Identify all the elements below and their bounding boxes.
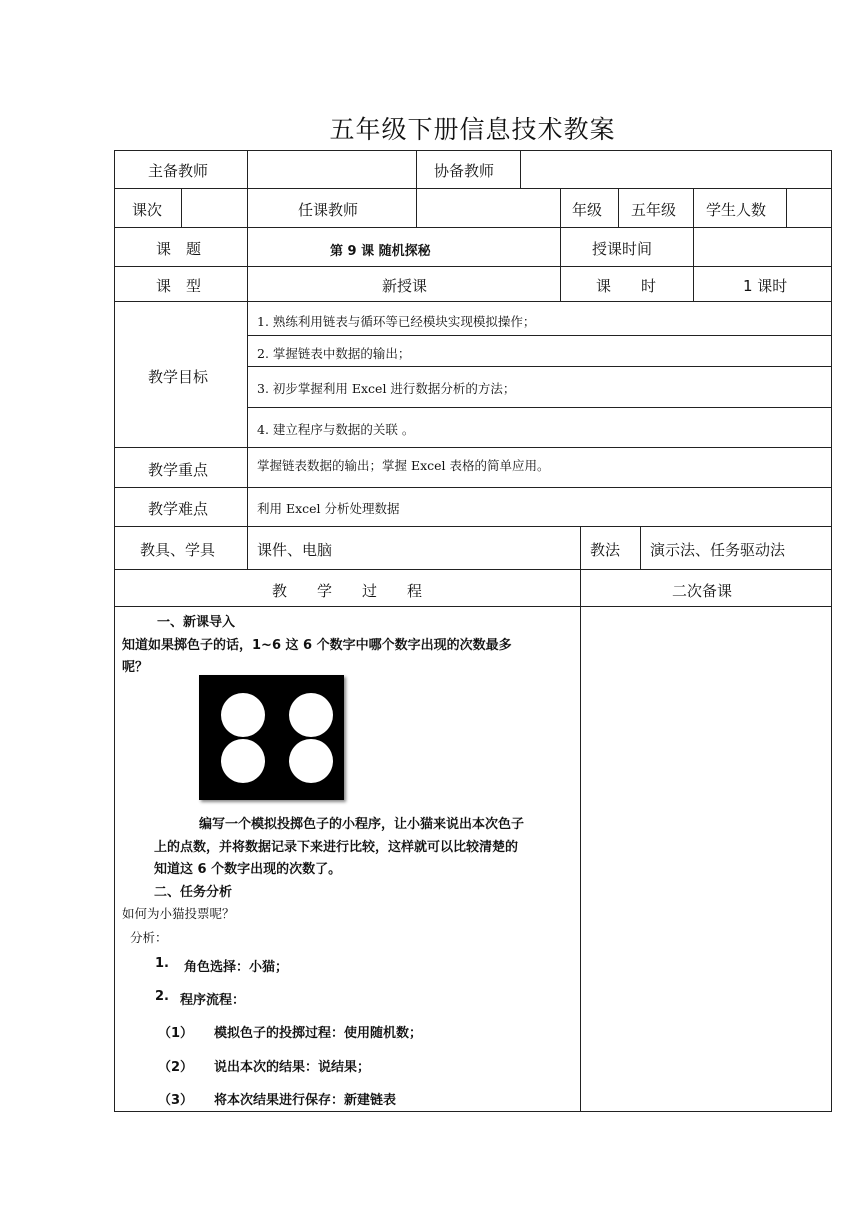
- dice-pip: [221, 739, 265, 783]
- item-1-number: 1.: [155, 956, 169, 971]
- item-2-text: 程序流程：: [180, 993, 246, 1008]
- hours-label: 课 时: [596, 277, 657, 295]
- process-label: 教 学 过 程: [272, 582, 423, 600]
- cell-students-value: [786, 188, 832, 228]
- cell-co-teacher-value: [520, 150, 832, 189]
- difficulty-value: 利用 Excel 分析处理数据: [257, 501, 400, 516]
- dice-image: [199, 675, 344, 800]
- section-1-paragraph-line-1: 编写一个模拟投掷色子的小程序，让小猫来说出本次色子: [199, 817, 525, 832]
- cell-lesson-no-value: [181, 188, 248, 228]
- document-title: 五年级下册信息技术教案: [329, 115, 616, 144]
- sub-item-2-number: （2）: [158, 1060, 194, 1075]
- lesson-no-label: 课次: [132, 201, 163, 219]
- sub-item-3-number: （3）: [158, 1093, 194, 1108]
- grade-value: 五年级: [631, 201, 677, 219]
- goals-label: 教学目标: [148, 368, 209, 386]
- topic-label: 课 题: [156, 240, 202, 258]
- key-label: 教学重点: [148, 461, 209, 479]
- key-value: 掌握链表数据的输出；掌握 Excel 表格的简单应用。: [257, 458, 550, 473]
- dice-pip: [289, 739, 333, 783]
- sub-item-1-text: 模拟色子的投掷过程：使用随机数；: [214, 1026, 423, 1041]
- section-2-analysis: 分析：: [130, 930, 168, 945]
- sub-item-3-text: 将本次结果进行保存：新建链表: [214, 1093, 397, 1108]
- sub-item-2-text: 说出本次的结果：说结果；: [214, 1060, 371, 1075]
- goal-item-3: 3. 初步掌握利用 Excel 进行数据分析的方法；: [257, 381, 516, 396]
- second-prep-label: 二次备课: [672, 582, 733, 600]
- cell-teacher-value: [416, 188, 561, 228]
- difficulty-label: 教学难点: [148, 500, 209, 518]
- teacher-label: 任课教师: [298, 201, 359, 219]
- cell-main-teacher-value: [247, 150, 417, 189]
- type-label: 课 型: [156, 277, 202, 295]
- item-1-text: 角色选择：小猫；: [184, 960, 289, 975]
- item-2-number: 2.: [155, 989, 169, 1004]
- co-teacher-label: 协备教师: [434, 162, 495, 180]
- cell-time-value: [693, 227, 832, 267]
- cell-second-body: [580, 606, 832, 1112]
- sub-item-1-number: （1）: [158, 1026, 194, 1041]
- section-1-question-line-1: 知道如果掷色子的话，1~6 这 6 个数字中哪个数字出现的次数最多: [122, 638, 512, 653]
- dice-pip: [221, 693, 265, 737]
- hours-value: 1 课时: [743, 277, 788, 295]
- time-label: 授课时间: [592, 240, 653, 258]
- students-label: 学生人数: [706, 201, 767, 219]
- main-teacher-label: 主备教师: [148, 162, 209, 180]
- goal-item-2: 2. 掌握链表中数据的输出；: [257, 346, 411, 361]
- topic-value: 第 9 课 随机探秘: [330, 244, 431, 259]
- tools-value: 课件、电脑: [257, 541, 333, 559]
- section-1-paragraph-line-3: 知道这 6 个数字出现的次数了。: [154, 862, 342, 877]
- method-label: 教法: [590, 541, 621, 559]
- type-value: 新授课: [382, 277, 428, 295]
- section-1-heading: 一、新课导入: [157, 615, 236, 630]
- section-2-question: 如何为小猫投票呢？: [122, 906, 235, 921]
- goal-item-1: 1. 熟练利用链表与循环等已经模块实现模拟操作；: [257, 314, 536, 329]
- dice-pip: [289, 693, 333, 737]
- grade-label: 年级: [572, 201, 603, 219]
- section-2-heading: 二、任务分析: [154, 885, 233, 900]
- section-1-question-line-2: 呢？: [122, 660, 149, 675]
- goal-item-4: 4. 建立程序与数据的关联 。: [257, 422, 415, 437]
- section-1-paragraph-line-2: 上的点数，并将数据记录下来进行比较，这样就可以比较清楚的: [154, 840, 519, 855]
- method-value: 演示法、任务驱动法: [650, 541, 786, 559]
- tools-label: 教具、学具: [140, 541, 216, 559]
